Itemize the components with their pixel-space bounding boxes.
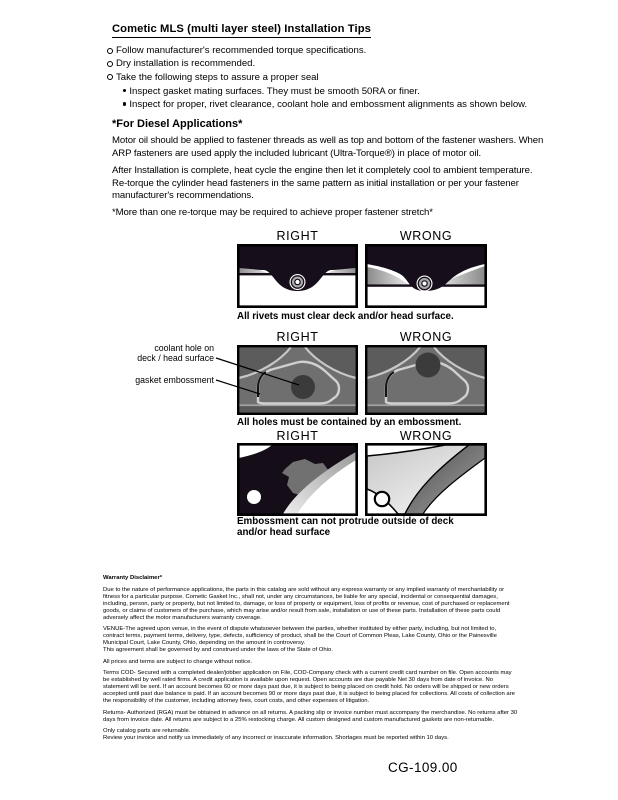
- circle-bullet-icon: [107, 74, 113, 80]
- diesel-paragraph-1: Motor oil should be applied to fastener threads as well as top and bottom of the fastener washers. When ARP fasteners are used apply the included lubricant (Ultra-Torque®) in place of motor oil.: [112, 135, 544, 159]
- row2-right-label: RIGHT: [276, 330, 319, 344]
- list-item: [107, 71, 577, 84]
- rivet-clearance-wrong-illustration: [365, 244, 487, 308]
- disclaimer-paragraph: Returns- Authorized (RGA) must be obtained in advance on all returns. A packing slip or invoice number must accompany the merchandise. No returns after 30 days from invoice date. All returns are subject to a 25% restocking charge. All custom designed and custom manufactured gaskets are non-returnable.: [103, 709, 518, 723]
- warranty-disclaimer-heading: Warranty Disclaimer*: [103, 575, 163, 581]
- sub-tip-text: Inspect for proper, rivet clearance, coolant hole and embossment alignments as shown below.: [129, 99, 528, 111]
- list-item: [123, 98, 577, 111]
- gasket-embossment-label: gasket embossment: [135, 375, 214, 385]
- retorque-note: *More than one re-torque may be required to achieve proper fastener stretch*: [112, 207, 433, 218]
- disclaimer-paragraph: Terms COD- Secured with a completed dealer/jobber application on File, COD-Company check with a current credit card number on file. Open accounts may be established by well rated firms. A credit application is available upon request. Open accounts are due payable Net 30 days from date of invoice. No statement will be sent. If an account becomes 60 or more days past due, it is subject to being placed on credit hold. No orders will be shipped or new orders accepted until past due balance is paid. If an account becomes 90 or more days past due, it is subject to being placed for collections. All costs of collection are the responsibility of the customer, including attorney fees, court costs, and other expenses of litigation.: [103, 670, 515, 704]
- diesel-paragraph-2: After Installation is complete, heat cycle the engine then let it completely cool to ambient temperature. Re-torque the cylinder head fasteners in the same pattern as initial installation or per your fastener manufacturer's recommendations.: [112, 165, 533, 202]
- annotation-leader-lines: [214, 352, 309, 400]
- installation-tips-list: [107, 44, 577, 111]
- disclaimer-paragraph: This agreement shall be governed by and construed under the laws of the State of Ohio.: [103, 647, 333, 653]
- row1-caption: All rivets must clear deck and/or head surface.: [237, 311, 454, 322]
- list-item: [123, 85, 577, 98]
- dot-bullet-icon: [123, 102, 126, 105]
- disclaimer-paragraph: VENUE-The agreed upon venue, in the event of dispute whatsoever between the parties, whether instituted by either party, including, but not limited to, contract terms, payment terms, delivery, type, defects, sufficiency of product, shall be the Court of Common Pleas, Lake County, Ohio or the Painesville Municipal Court, Lake County, Ohio, depending on the amount in controversy.: [103, 626, 497, 646]
- disclaimer-paragraph: Review your invoice and notify us immediately of any incorrect or inaccurate information. Shortages must be reported within 10 days.: [103, 735, 449, 741]
- row3-right-label: RIGHT: [276, 429, 319, 443]
- tip-text: Follow manufacturer's recommended torque specifications.: [116, 45, 367, 56]
- circle-bullet-icon: [107, 48, 113, 54]
- page-title: Cometic MLS (multi layer steel) Installation Tips: [112, 23, 371, 38]
- catalog-code: CG-109.00: [388, 760, 458, 775]
- row1-right-label: RIGHT: [276, 229, 319, 243]
- list-item: [107, 57, 577, 70]
- sub-tip-text: Inspect gasket mating surfaces. They must be smooth 50RA or finer.: [129, 85, 420, 97]
- disclaimer-paragraph: Only catalog parts are returnable.: [103, 728, 191, 734]
- dot-bullet-icon: [123, 89, 126, 92]
- embossment-wrong-illustration: [365, 345, 487, 415]
- protrusion-wrong-illustration: [365, 443, 487, 516]
- tip-text: Take the following steps to assure a proper seal: [116, 71, 319, 83]
- row2-caption: All holes must be contained by an embossment.: [237, 417, 462, 428]
- tip-text: Dry installation is recommended.: [116, 58, 256, 70]
- row3-caption: Embossment can not protrude outside of deck and/or head surface: [237, 516, 454, 538]
- diesel-applications-heading: *For Diesel Applications*: [112, 118, 243, 130]
- disclaimer-paragraph: All prices and terms are subject to change without notice.: [103, 658, 252, 665]
- row2-wrong-label: WRONG: [399, 330, 453, 344]
- rivet-clearance-right-illustration: [237, 244, 358, 308]
- protrusion-right-illustration: [237, 443, 358, 516]
- list-item: [107, 44, 577, 57]
- row3-wrong-label: WRONG: [399, 429, 453, 443]
- sub-tips-list: [123, 85, 577, 112]
- warranty-disclaimer: [103, 575, 518, 742]
- circle-bullet-icon: [107, 61, 113, 67]
- coolant-hole-label: coolant hole on deck / head surface: [137, 343, 214, 363]
- disclaimer-paragraph: Due to the nature of performance applications, the parts in this catalog are sold without any express warranty or any implied warranty of merchantability or fitness for a particular purpose. Cometic Gasket Inc., shall not, under any circumstances, be liable for any special, incidental or consequential damages, including, person, party or property, but not limited to, damage, or loss of property or equipment, loss of profits or revenue, cost of purchased or replacement goods, or claims of customers of the purchase, which may arise and/or result from sale, installation or use of these parts. Installation of these parts could adversely affect the motor manufacturers warranty coverage.: [103, 586, 510, 621]
- row1-wrong-label: WRONG: [399, 229, 453, 243]
